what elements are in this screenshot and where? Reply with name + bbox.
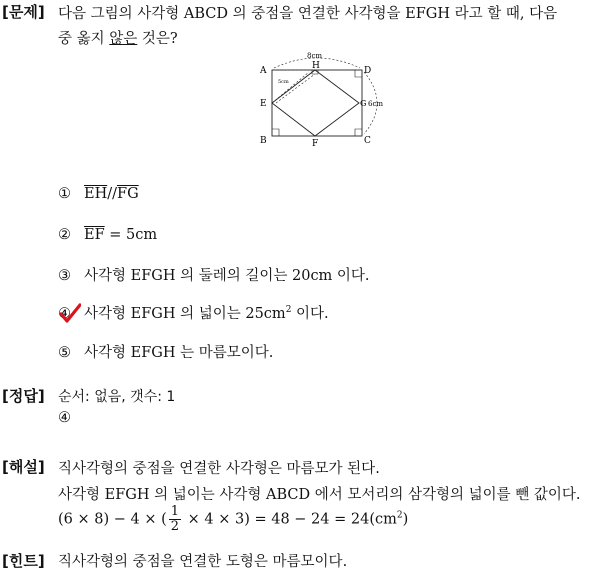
problem-line-2 bbox=[58, 27, 178, 48]
choice-3-text: 사각형 EFGH 의 둘레의 길이는 20cm 이다. bbox=[84, 268, 370, 284]
rectangle-figure bbox=[252, 50, 402, 150]
fraction-denominator: 2 bbox=[170, 519, 180, 534]
explanation-line-2: 사각형 EFGH 의 넓이는 사각형 ABCD 에서 모서리의 삼각형의 넓이를 뺀 값이다. bbox=[58, 487, 581, 503]
explanation-line-1: 직사각형의 중점을 연결한 사각형은 마름모가 된다. bbox=[58, 461, 380, 477]
answer-line-2: ④ bbox=[58, 410, 71, 426]
label-c: C bbox=[364, 136, 371, 146]
choice-3[interactable] bbox=[58, 264, 370, 285]
label-d: D bbox=[364, 66, 372, 76]
choice-3-number: ③ bbox=[58, 268, 71, 284]
dim-top-label: 8cm bbox=[307, 52, 323, 60]
explanation-formula bbox=[58, 505, 408, 534]
choice-5-number: ⑤ bbox=[58, 345, 71, 361]
formula-part-a: (6 × 8) − 4 × ( bbox=[58, 511, 167, 528]
label-a: A bbox=[260, 66, 267, 76]
choice-2-number: ② bbox=[58, 227, 71, 243]
fraction-one-half bbox=[169, 505, 181, 534]
problem-tag: [문제] bbox=[2, 3, 45, 21]
choice-2-rest: = 5cm bbox=[104, 227, 158, 243]
answer-line-1: 순서: 없음, 갯수: 1 bbox=[58, 389, 176, 405]
hint-line-1: 직사각형의 중점을 연결한 도형은 마름모이다. bbox=[58, 554, 348, 570]
choice-4-text-a: 사각형 EFGH 의 넓이는 25cm bbox=[84, 306, 286, 322]
choice-4-number-glyph: ④ bbox=[58, 306, 71, 322]
choice-4-sup: 2 bbox=[285, 305, 292, 316]
choice-1-number: ① bbox=[58, 186, 71, 202]
choice-4-text-b: 이다. bbox=[291, 306, 329, 322]
choice-2[interactable] bbox=[58, 227, 157, 243]
problem-line-1: 다음 그림의 사각형 ABCD 의 중점을 연결한 사각형을 EFGH 라고 할 때, 다음 bbox=[58, 6, 558, 22]
segment-eh: $\overline{EH}$ bbox=[84, 186, 108, 202]
check-mark-icon bbox=[59, 303, 81, 323]
formula-sup: 2 bbox=[396, 510, 403, 521]
choice-1[interactable] bbox=[58, 186, 139, 202]
label-e: E bbox=[260, 99, 267, 109]
choice-4[interactable] bbox=[58, 302, 329, 323]
answer-tag: [정답] bbox=[2, 387, 45, 405]
problem-underlined-word: 않은 bbox=[109, 31, 138, 47]
label-h: H bbox=[312, 61, 320, 71]
problem-line-2-prefix: 중 옳지 bbox=[58, 31, 110, 47]
label-f: F bbox=[312, 139, 319, 149]
hint-tag: [힌트] bbox=[2, 552, 45, 570]
choice-5[interactable] bbox=[58, 341, 273, 362]
segment-fg: $\overline{FG}$ bbox=[117, 186, 139, 202]
right-angle-d bbox=[355, 70, 362, 77]
right-angle-c bbox=[355, 129, 362, 136]
dim-right-label: 6cm bbox=[368, 100, 384, 108]
formula-part-c: ) bbox=[402, 511, 409, 528]
formula-part-b: × 4 × 3) = 48 − 24 = 24(cm bbox=[183, 511, 397, 528]
segment-ef: $\overline{EF}$ bbox=[84, 227, 105, 243]
right-angle-b bbox=[272, 129, 279, 136]
label-b: B bbox=[260, 136, 267, 146]
fraction-numerator: 1 bbox=[170, 504, 180, 519]
choice-4-number bbox=[58, 306, 84, 322]
corner-note-label: 5cm bbox=[278, 79, 289, 85]
problem-line-2-suffix: 것은? bbox=[137, 31, 178, 47]
choice-5-text: 사각형 EFGH 는 마름모이다. bbox=[84, 345, 274, 361]
label-g: G bbox=[360, 99, 367, 108]
explanation-tag: [해설] bbox=[2, 458, 45, 476]
parallel-symbol: // bbox=[107, 186, 118, 202]
